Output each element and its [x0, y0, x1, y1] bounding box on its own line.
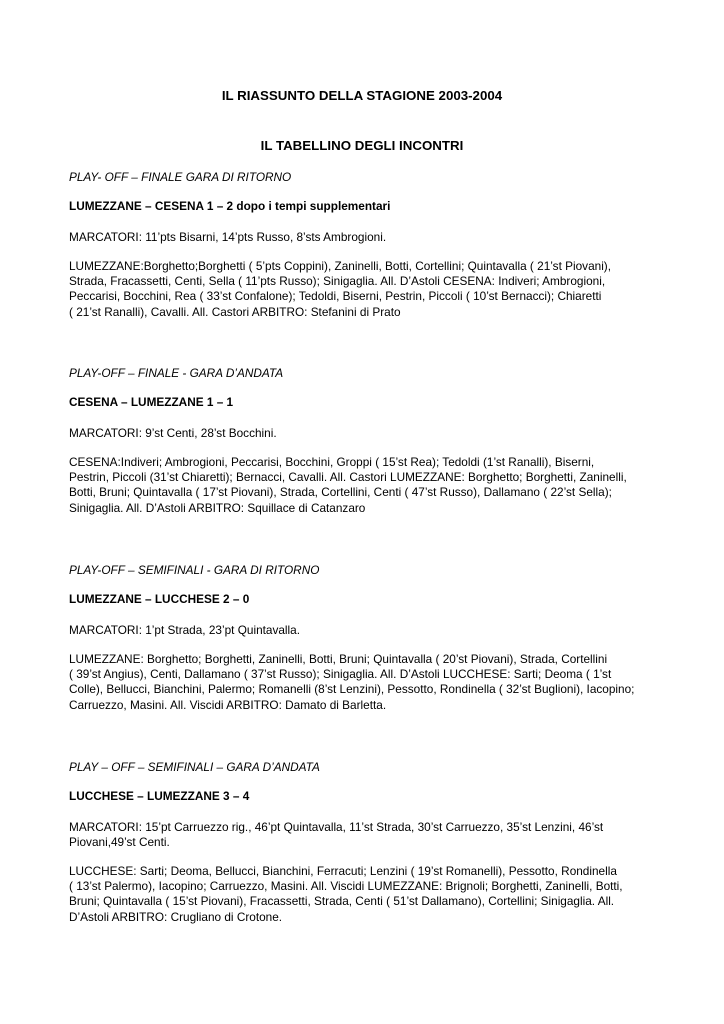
lineup-line: ( 21’st Ranalli), Cavalli. All. Castori ARBITRO: Stefanini di Prato [69, 304, 401, 319]
lineup-line: Sinigaglia. All. D’Astoli ARBITRO: Squillace di Catanzaro [69, 500, 366, 515]
match-report [69, 170, 659, 320]
match-phase: PLAY-OFF – SEMIFINALI - GARA DI RITORNO [69, 563, 320, 577]
lineup-line: CESENA:Indiveri; Ambrogioni, Peccarisi, Bocchini, Groppi ( 15’st Rea); Tedoldi (1’st Ranalli), Biserni, [69, 455, 595, 469]
match-lineups [69, 259, 659, 320]
lineup-line: ( 13’st Palermo), Iacopino; Carruezzo, Masini. All. Viscidi LUMEZZANE: Brignoli; Borghetti, Zaninelli, Botti, [69, 879, 623, 894]
lineup-line: Peccarisi, Bocchini, Rea ( 33’st Confalone); Tedoldi, Biserni, Pestrin, Piccoli ( 10’st Bernacci); Chiaretti [69, 289, 602, 304]
lineup-line: Colle), Bellucci, Bianchini, Palermo; Romanelli (8’st Lenzini), Pessotto, Rondinella ( 32’st Buglioni), Iacopino; [69, 682, 635, 697]
match-lineups [69, 455, 659, 516]
match-scorers: MARCATORI: 9’st Centi, 28’st Bocchini. [69, 426, 277, 440]
match-scorers: MARCATORI: 15’pt Carruezzo rig., 46’pt Quintavalla, 11’st Strada, 30’st Carruezzo, 35’st Lenzini, 46’st Piovani,49’st Centi. [69, 820, 604, 849]
document-subtitle: IL TABELLINO DEGLI INCONTRI [260, 138, 464, 153]
match-phase: PLAY-OFF – FINALE - GARA D’ANDATA [69, 366, 284, 380]
match-lineups [69, 864, 659, 925]
lineup-line: Pestrin, Piccoli (31’st Chiaretti); Bernacci, Cavalli. All. Castori LUMEZZANE: Borghetto; Borghetti, Zaninelli, [69, 470, 627, 485]
lineup-line: LUMEZZANE: Borghetto; Borghetti, Zaninelli, Botti, Bruni; Quintavalla ( 20’st Piovani), Strada, Cortellini [69, 652, 608, 666]
lineup-line: Bruni; Quintavalla ( 15’st Piovani), Fracassetti, Strada, Centi ( 51’st Dallamano), Cortellini; Sinigaglia. All. [69, 894, 615, 909]
match-result: LUCCHESE – LUMEZZANE 3 – 4 [69, 789, 250, 803]
lineup-line: D’Astoli ARBITRO: Crugliano di Crotone. [69, 909, 283, 924]
lineup-line: Botti, Bruni; Quintavalla ( 17’st Piovani), Strada, Cortellini, Centi ( 47’st Russo), Dallamano ( 22’st Sella); [69, 485, 612, 500]
lineup-line: LUCCHESE: Sarti; Deoma, Bellucci, Bianchini, Ferracuti; Lenzini ( 19’st Romanelli), Pessotto, Rondinella [69, 864, 617, 878]
match-phase: PLAY – OFF – SEMIFINALI – GARA D’ANDATA [69, 760, 320, 774]
match-lineups [69, 652, 659, 713]
match-result: CESENA – LUMEZZANE 1 – 1 [69, 395, 234, 409]
lineup-line: ( 39’st Angius), Centi, Dallamano ( 37’st Russo); Sinigaglia. All. D’Astoli LUCCHESE: Sarti; Deoma ( 1’st [69, 667, 612, 682]
document-title: IL RIASSUNTO DELLA STAGIONE 2003-2004 [221, 88, 503, 103]
match-result: LUMEZZANE – LUCCHESE 2 – 0 [69, 592, 250, 606]
match-report [69, 366, 659, 516]
match-phase: PLAY- OFF – FINALE GARA DI RITORNO [69, 170, 292, 184]
match-result: LUMEZZANE – CESENA 1 – 2 dopo i tempi supplementari [69, 199, 391, 213]
lineup-line: Strada, Fracassetti, Centi, Sella ( 11’pts Russo); Sinigaglia. All. D’Astoli CESENA: Indiveri; Ambrogioni, [69, 274, 606, 289]
match-scorers: MARCATORI: 11’pts Bisarni, 14’pts Russo, 8’sts Ambrogioni. [69, 230, 387, 244]
match-scorers: MARCATORI: 1’pt Strada, 23’pt Quintavalla. [69, 623, 301, 637]
match-report [69, 563, 659, 713]
match-report [69, 760, 659, 925]
lineup-line: LUMEZZANE:Borghetto;Borghetti ( 5’pts Coppini), Zaninelli, Botti, Cortellini; Quintavalla ( 21’st Piovani), [69, 259, 612, 273]
lineup-line: Carruezzo, Masini. All. Viscidi ARBITRO: Damato di Barletta. [69, 697, 387, 712]
